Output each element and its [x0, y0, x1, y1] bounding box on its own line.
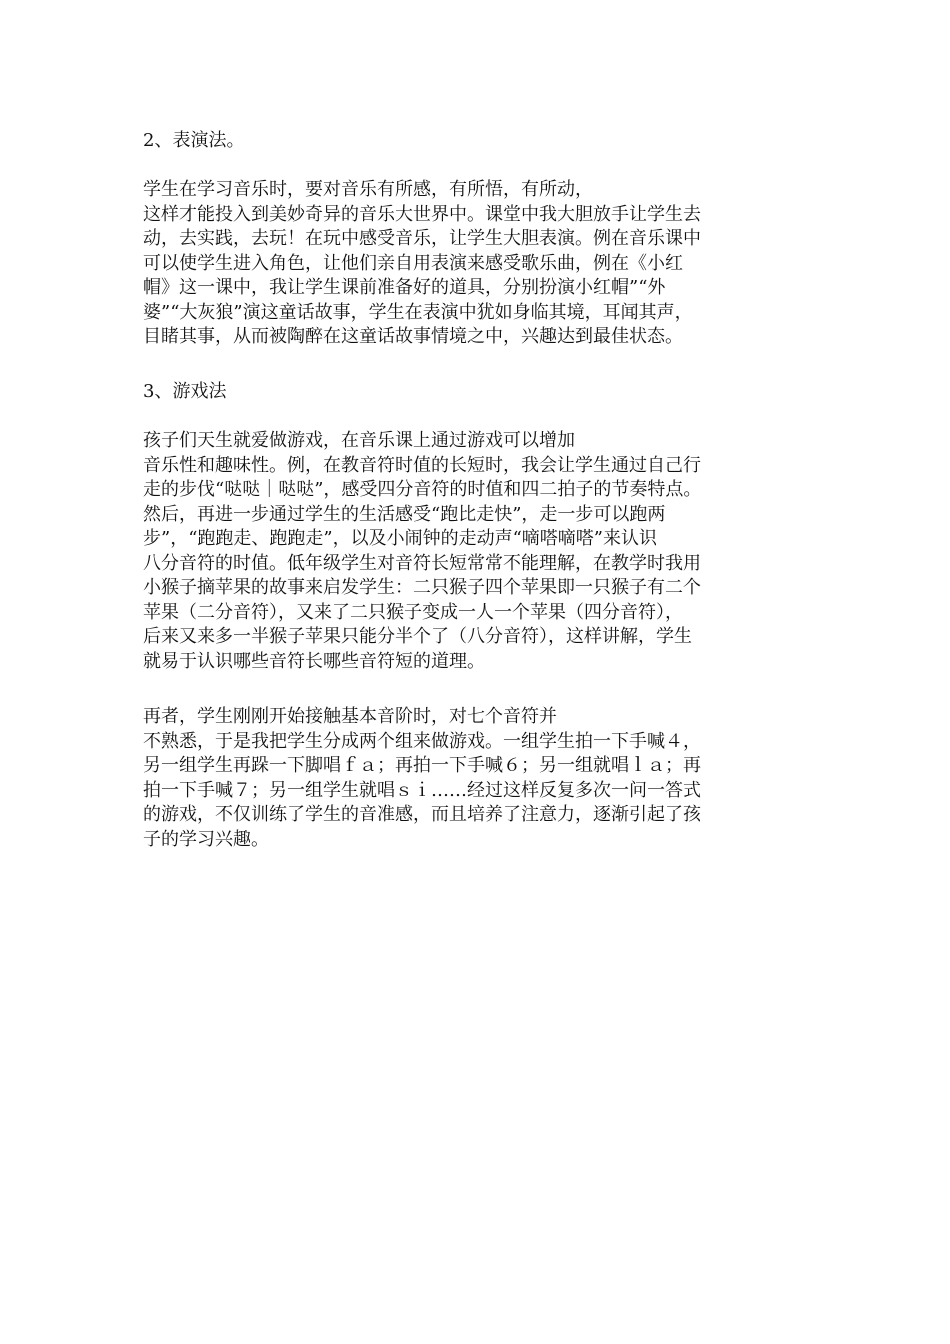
text-line: 八分音符的时值。低年级学生对音符长短常常不能理解，在教学时我用 — [143, 552, 701, 574]
text-line: 苹果（二分音符），又来了二只猴子变成一人一个苹果（四分音符）， — [143, 601, 683, 623]
text-line: 就易于认识哪些音符长哪些音符短的道理。 — [143, 650, 485, 672]
paragraph-game-method-continued — [143, 705, 813, 852]
text-line: 孩子们天生就爱做游戏，在音乐课上通过游戏可以增加 — [143, 430, 575, 451]
section-heading-game-method: 3、游戏法 — [143, 381, 227, 402]
text-line: 动，去实践，去玩！在玩中感受音乐，让学生大胆表演。例在音乐课中 — [143, 228, 701, 249]
text-line: 这样才能投入到美妙奇异的音乐大世界中。课堂中我大胆放手让学生去 — [143, 203, 701, 225]
text-line: 的游戏，不仅训练了学生的音准感，而且培养了注意力，逐渐引起了孩 — [143, 804, 701, 825]
text-line: 不熟悉，于是我把学生分成两个组来做游戏。一组学生拍一下手喊４， — [143, 730, 701, 752]
text-line: 帽》这一课中，我让学生课前准备好的道具，分别扮演小红帽”“外 — [143, 277, 666, 298]
text-line: 拍一下手喊７；另一组学生就唱ｓｉ……经过这样反复多次一问一答式 — [143, 779, 701, 801]
text-line: 另一组学生再跺一下脚唱ｆａ；再拍一下手喊６；另一组就唱ｌａ；再 — [143, 755, 701, 776]
text-line: 小猴子摘苹果的故事来启发学生：二只猴子四个苹果即一只猴子有二个 — [143, 577, 701, 598]
text-line: 子的学习兴趣。 — [143, 828, 269, 850]
text-line: 可以使学生进入角色，让他们亲自用表演来感受歌乐曲，例在《小红 — [143, 252, 683, 274]
paragraph-game-method — [143, 429, 813, 674]
paragraph-performance-method — [143, 178, 813, 350]
text-line: 后来又来多一半猴子苹果只能分半个了（八分音符），这样讲解，学生 — [143, 626, 692, 647]
text-line: 步”，“跑跑走、跑跑走”，以及小闹钟的走动声“嘀嗒嘀嗒”来认识 — [143, 528, 658, 549]
text-line: 学生在学习音乐时，要对音乐有所感，有所悟，有所动， — [143, 179, 593, 200]
text-line: 目睹其事，从而被陶醉在这童话故事情境之中，兴趣达到最佳状态。 — [143, 326, 683, 347]
text-line: 走的步伐“哒哒｜哒哒”，感受四分音符的时值和四二拍子的节奏特点。 — [143, 479, 702, 500]
text-line: 婆”“大灰狼”演这童话故事，学生在表演中犹如身临其境，耳闻其声， — [143, 301, 693, 323]
text-line: 然后，再进一步通过学生的生活感受“跑比走快”，走一步可以跑两 — [143, 503, 666, 525]
text-line: 音乐性和趣味性。例，在教音符时值的长短时，我会让学生通过自己行 — [143, 454, 701, 476]
text-line: 再者，学生刚刚开始接触基本音阶时，对七个音符并 — [143, 706, 557, 727]
section-heading-performance-method: 2、表演法。 — [143, 130, 245, 151]
